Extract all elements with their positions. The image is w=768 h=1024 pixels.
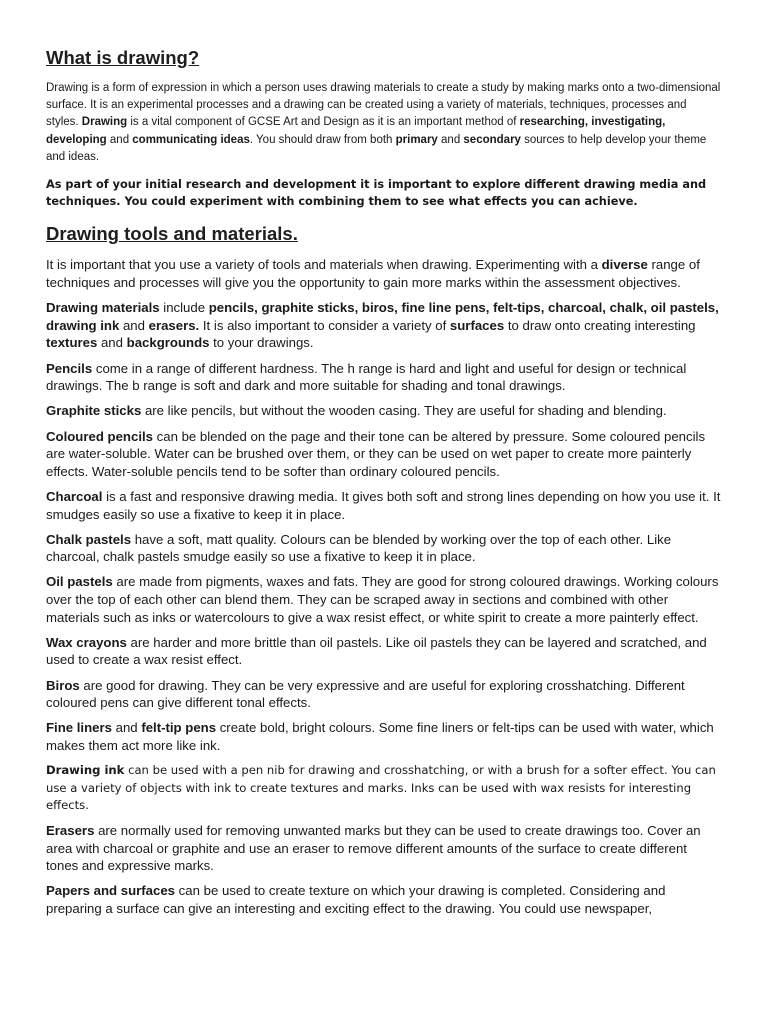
entry-text: is a fast and responsive drawing media. It gives both soft and strong lines depending on how you use it. It smudges easily so use a fixative to keep it in place.: [46, 488, 721, 522]
entry-paragraph: [46, 573, 722, 626]
entry-paragraph: [46, 531, 722, 566]
entry-term: Wax crayons: [46, 634, 127, 650]
bold-text: pencils, graphite sticks, biros, fine line pens, felt-tips, charcoal, chalk, oil pastels, drawing ink: [46, 300, 719, 333]
entry-text: have a soft, matt quality. Colours can be blended by working over the top of each other. Like charcoal, chalk pastels smudge easily so use a fixative to keep it in place.: [46, 531, 672, 565]
entry-text: can be used with a pen nib for drawing and crosshatching, or with a brush for a softer effect. You can use a variety of objects with ink to create textures and marks. Inks can be used with wax resists for interesting effects.: [46, 763, 716, 813]
entry-paragraph: [46, 634, 722, 669]
entry-term: Oil pastels: [46, 574, 113, 590]
entries-list-2: [46, 822, 722, 918]
entry-paragraph: [46, 488, 722, 523]
text-run: include: [159, 300, 209, 316]
text-run: create bold, bright colours. Some fine liners or felt-tips can be used with water, which makes them act more like ink.: [46, 720, 714, 754]
bold-text: erasers.: [148, 317, 200, 333]
bold-text: diverse: [601, 257, 648, 273]
entry-paragraph: [46, 677, 722, 712]
bold-text: backgrounds: [126, 335, 210, 351]
emphasis-paragraph: As part of your initial research and development it is important to explore different drawing media and techniques. You could experiment with combining them to see what effects you can achieve.: [46, 178, 707, 209]
bold-text: secondary: [463, 133, 521, 146]
entry-paragraph: [46, 428, 722, 481]
text-run: and: [97, 335, 127, 351]
bold-text: primary: [395, 133, 438, 146]
heading-what-is-drawing: What is drawing?: [46, 47, 200, 68]
bold-text: Drawing: [81, 116, 128, 129]
text-run: range of techniques and processes will give you the opportunity to gain more marks within the assessment objectives.: [46, 257, 700, 291]
text-run: and: [106, 133, 133, 146]
materials-paragraph: [46, 299, 722, 352]
entry-term: Coloured pencils: [46, 428, 153, 444]
entry-term: Chalk pastels: [46, 531, 132, 547]
bold-text: communicating ideas: [132, 133, 250, 146]
entry-text: come in a range of different hardness. The h range is hard and light and useful for design or technical drawings. The b range is soft and dark and more suitable for shading and tonal drawings.: [46, 360, 687, 394]
text-run: to draw onto creating interesting: [504, 317, 696, 333]
bold-text: Fine liners: [46, 720, 112, 736]
text-run: It is important that you use a variety of tools and materials when drawing. Experimenting with a: [46, 257, 602, 273]
entry-term: Pencils: [46, 360, 93, 376]
text-run: and: [437, 133, 464, 146]
entry-paragraph: [46, 402, 722, 420]
entry-paragraph: [46, 360, 722, 395]
entry-text: are good for drawing. They can be very expressive and are useful for exploring crosshatching. Different coloured pens can give different tonal effects.: [46, 677, 685, 711]
text-run: . You should draw from both: [249, 133, 396, 146]
bold-text: textures: [46, 335, 98, 351]
intro-paragraph: [46, 80, 722, 166]
entry-text: can be blended on the page and their tone can be altered by pressure. Some coloured pencils are water-soluble. Water can be brushed over them, or they can be used on wet paper to create more painterly effects. Water-soluble pencils tend to be softer than ordinary coloured pencils.: [46, 428, 706, 479]
text-run: and: [119, 317, 149, 333]
text-run: to your drawings.: [209, 335, 314, 351]
entry-term: Drawing ink: [46, 763, 125, 778]
text-run: It is also important to consider a variety of: [199, 317, 450, 333]
entries-list: [46, 360, 722, 712]
entry-text: are harder and more brittle than oil pastels. Like oil pastels they can be layered and scratched, and used to create a wax resist effect.: [46, 634, 707, 668]
drawing-ink-paragraph: [46, 762, 722, 814]
entry-term: Charcoal: [46, 488, 103, 504]
entry-paragraph: [46, 882, 722, 917]
entry-text: can be used to create texture on which your drawing is completed. Considering and preparing a surface can give an interesting and exciting effect to the drawing. You could use newspaper,: [46, 883, 666, 916]
text-run: and: [111, 720, 142, 736]
entry-text: are made from pigments, waxes and fats. They are good for strong coloured drawings. Working colours over the top of each other can blend them. They can be scraped away in sections and combined with other materials such as inks or watercolours to give a wax resist effect, or white spirit to create a more painterly effect.: [46, 574, 719, 625]
entry-text: are normally used for removing unwanted marks but they can be used to create drawings too. Cover an area with charcoal or graphite and use an eraser to remove different amounts of the surface to create different tones and expressive marks.: [46, 823, 701, 874]
bold-text: surfaces: [449, 317, 505, 333]
entry-paragraph: [46, 822, 722, 875]
bold-text: felt-tip pens: [141, 720, 217, 736]
text-run: sources to help develop your theme and ideas.: [46, 133, 707, 163]
entry-term: Erasers: [46, 823, 95, 839]
text-run: Drawing is a form of expression in which a person uses drawing materials to create a study by making marks onto a two-dimensional surface. It is an experimental processes and a drawing can be created using a variety of materials, techniques, processes and styles.: [46, 82, 721, 129]
tools-intro-paragraph: [46, 256, 722, 291]
bold-text: researching, investigating, developing: [46, 116, 666, 146]
entry-text: are like pencils, but without the wooden casing. They are useful for shading and blending.: [141, 403, 667, 419]
fineliners-paragraph: [46, 719, 722, 754]
bold-text: Drawing materials: [46, 300, 160, 316]
heading-drawing-tools: Drawing tools and materials.: [46, 223, 298, 245]
entry-term: Biros: [46, 677, 80, 693]
entry-term: Graphite sticks: [46, 403, 142, 419]
entry-term: Papers and surfaces: [46, 883, 176, 899]
text-run: is a vital component of GCSE Art and Design as it is an important method of: [127, 116, 520, 129]
